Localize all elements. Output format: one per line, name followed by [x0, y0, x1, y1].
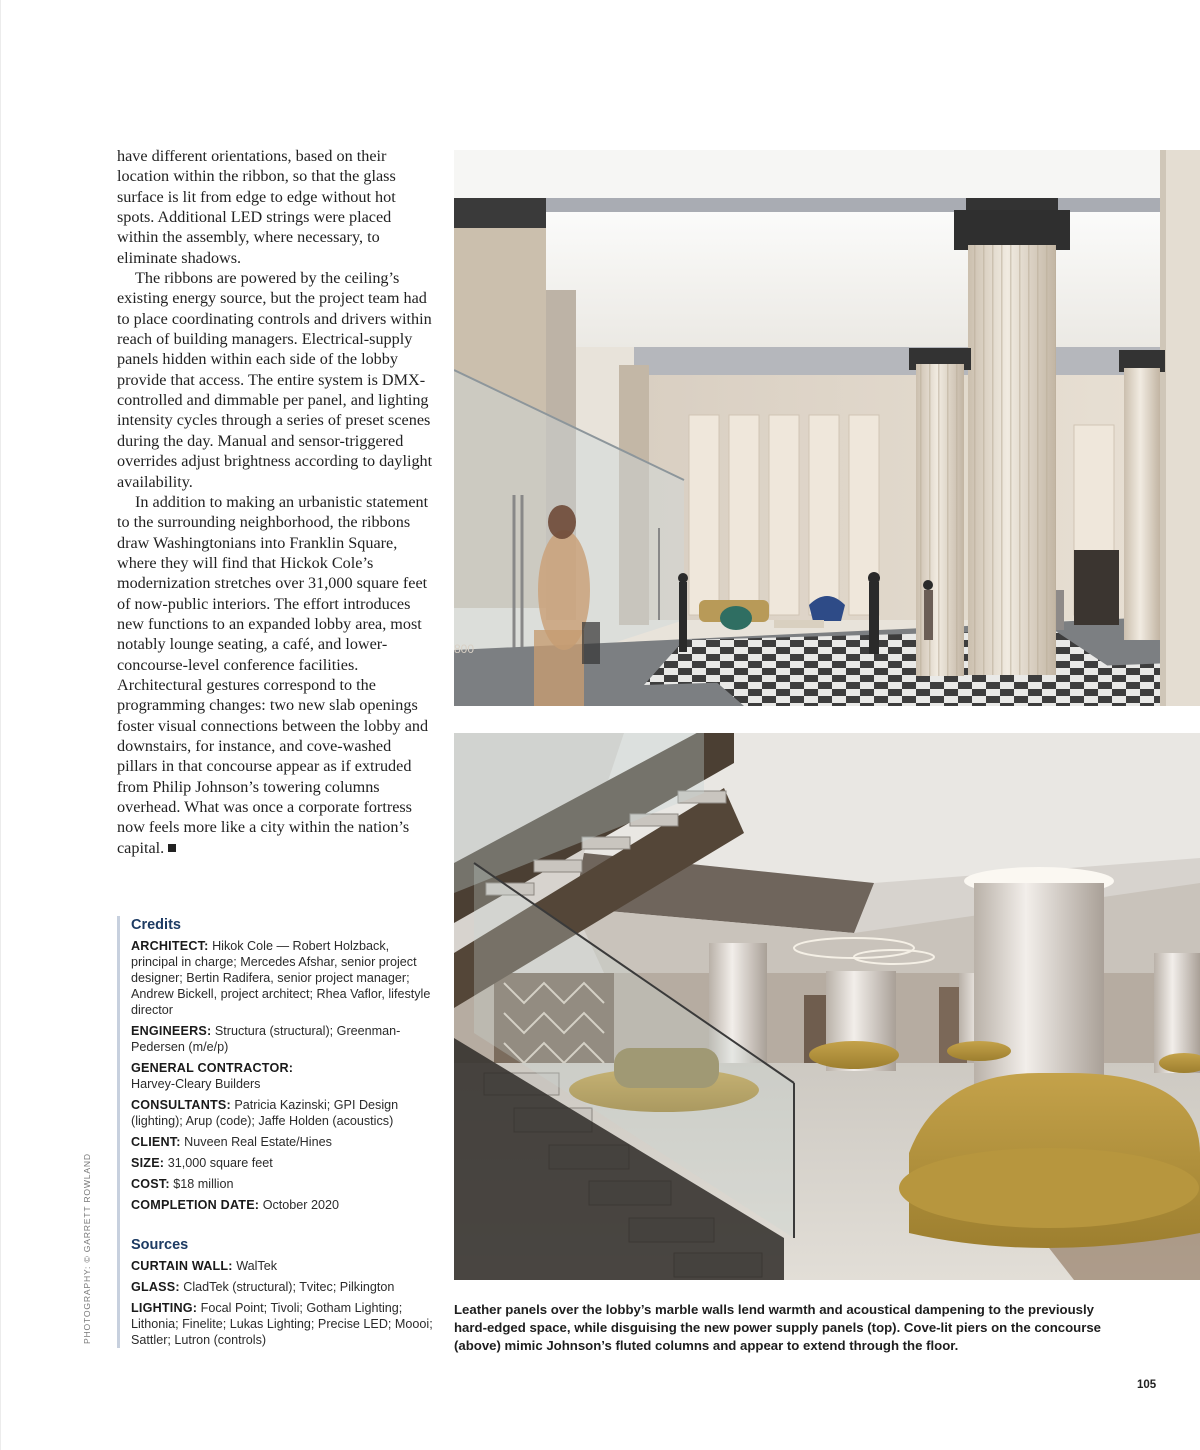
credit-entry	[131, 1176, 433, 1192]
lobby-photo	[454, 150, 1200, 706]
credit-label: ARCHITECT:	[131, 939, 209, 953]
end-mark-icon	[168, 844, 176, 852]
credit-entry	[131, 1197, 433, 1213]
credit-value: Patricia Kazinski; GPI Design (lighting); Arup (code); Jaffe Holden (acoustics)	[131, 1098, 399, 1128]
source-label: CURTAIN WALL:	[131, 1259, 233, 1273]
credit-label: ENGINEERS:	[131, 1024, 212, 1038]
source-value: Focal Point; Tivoli; Gotham Lighting; Lithonia; Finelite; Lukas Lighting; Precise LED; Moooi; Sattler; Lutron (controls)	[131, 1301, 433, 1347]
credit-label: COMPLETION DATE:	[131, 1198, 260, 1212]
credit-value: 31,000 square feet	[167, 1156, 273, 1170]
source-value: WalTek	[236, 1259, 278, 1273]
credits-box	[117, 916, 433, 1348]
source-entry	[131, 1279, 433, 1295]
credit-value: $18 million	[173, 1177, 234, 1191]
source-entry	[131, 1300, 433, 1348]
credit-label: COST:	[131, 1177, 170, 1191]
credit-entry	[131, 1155, 433, 1171]
page-edge-line	[0, 0, 1, 1450]
source-value: CladTek (structural); Tvitec; Pilkington	[183, 1280, 395, 1294]
credit-value: October 2020	[262, 1198, 340, 1212]
credit-value: Nuveen Real Estate/Hines	[184, 1135, 332, 1149]
source-label: GLASS:	[131, 1280, 180, 1294]
credit-value: Harvey-Cleary Builders	[131, 1077, 261, 1091]
photo-credit: PHOTOGRAPHY: © GARRETT ROWLAND	[82, 1153, 92, 1344]
credit-label: CONSULTANTS:	[131, 1098, 231, 1112]
source-label: LIGHTING:	[131, 1301, 198, 1315]
credits-heading: Credits	[131, 917, 181, 933]
sources-heading: Sources	[131, 1237, 189, 1253]
credit-entry	[131, 1060, 433, 1092]
credit-label: CLIENT:	[131, 1135, 181, 1149]
credit-entry	[131, 1134, 433, 1150]
paragraph-2: The ribbons are powered by the ceiling’s existing energy source, but the project team had to place coordinating controls and drivers within reach of building managers. Electrical-supply panels hidden within each side of the lobby provide that access. The entire system is DMX-controlled and dimmable per panel, and lighting intensity cycles through a series of preset scenes during the day. Manual and sensor-triggered overrides adjust brightness according to daylight availability.	[117, 269, 433, 491]
credit-entry	[131, 1023, 433, 1055]
paragraph-1: have different orientations, based on their location within the ribbon, so that the glass surface is lit from edge to edge without hot spots. Additional LED strings were placed within the assembly, where necessary, to eliminate shadows.	[117, 147, 396, 267]
page-number: 105	[1137, 1379, 1157, 1391]
photo-caption: Leather panels over the lobby’s marble walls lend warmth and acoustical dampening to the previously hard-edged space, while disguising the new power supply panels (top). Cove-lit piers on the concourse (above) mimic Johnson’s fluted columns and appear to extend through the floor.	[454, 1302, 1102, 1354]
credit-value: Hikok Cole — Robert Holzback, principal in charge; Mercedes Afshar, senior project designer; Bertin Radifera, senior project manager; Andrew Bickell, project architect; Rhea Vaflor, lifestyle director	[131, 939, 431, 1017]
credit-entry	[131, 1097, 433, 1129]
credit-entry	[131, 938, 433, 1018]
credit-label: SIZE:	[131, 1156, 165, 1170]
concourse-photo	[454, 733, 1200, 1280]
credit-label: GENERAL CONTRACTOR:	[131, 1061, 294, 1075]
article-body	[117, 146, 433, 858]
credit-value: Structura (structural); Greenman-Pedersen (m/e/p)	[131, 1024, 401, 1054]
address-number-text: 800	[454, 642, 475, 656]
source-entry	[131, 1258, 433, 1274]
paragraph-3-text: In addition to making an urbanistic statement to the surrounding neighborhood, the ribbons draw Washingtonians into Franklin Square, where they will find that Hickok Cole’s modernization stretches over 31,000 square feet of now-public interiors. The effort introduces new functions to an expanded lobby area, most notably lounge seating, a café, and lower-concourse-level conference facilities. Architectural gestures correspond to the programming changes: two new slab openings foster visual connections between the lobby and downstairs, for instance, and cove-washed pillars in that concourse appear as if extruded from Philip Johnson’s towering columns overhead. What was once a corporate fortress now feels more like a city within the nation’s capital.	[117, 492, 429, 857]
paragraph-3	[117, 492, 433, 858]
